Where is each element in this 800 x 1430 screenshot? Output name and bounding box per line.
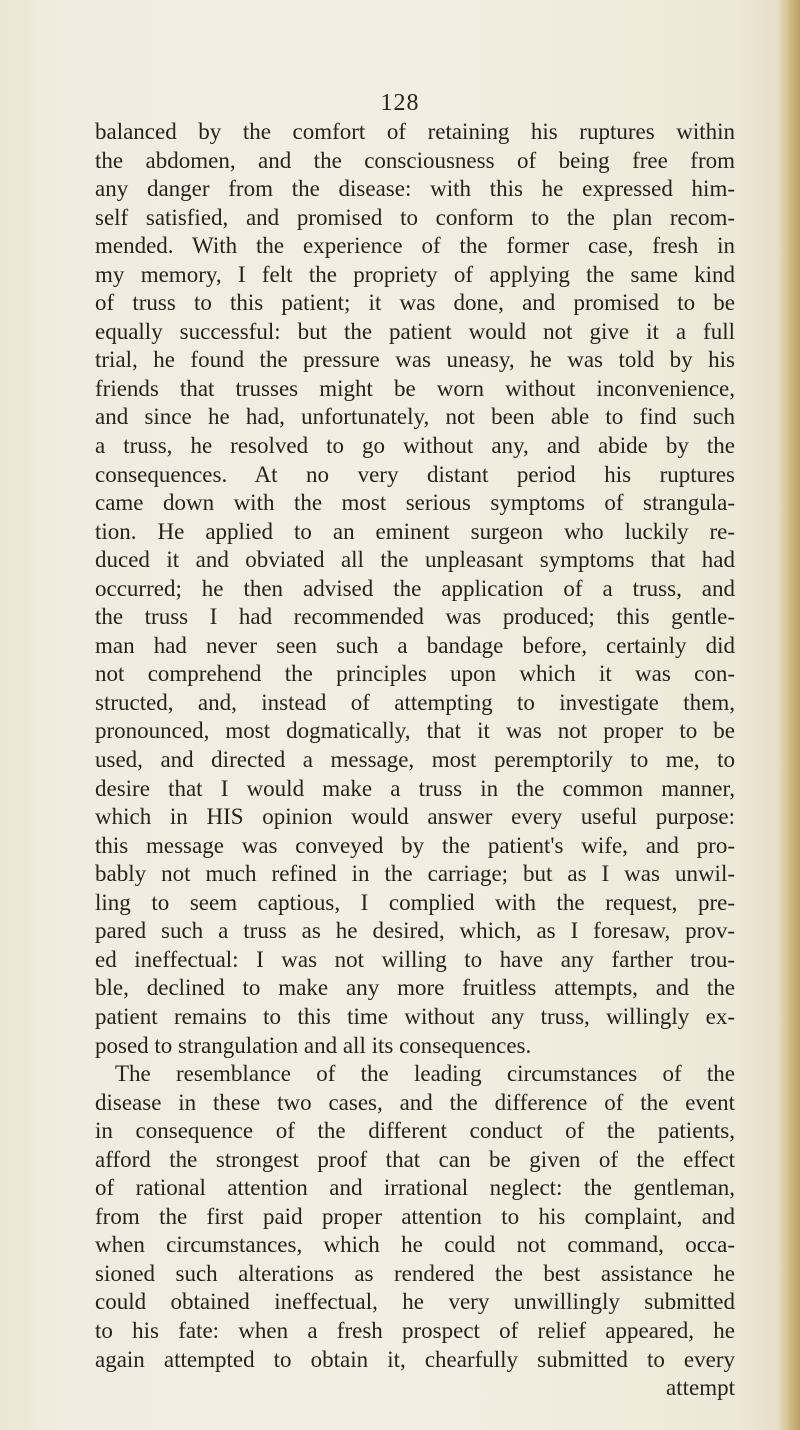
text-line: my memory, I felt the propriety of applying the same kind	[95, 261, 735, 287]
text-line: patient remains to this time without any truss, willingly ex-	[95, 1003, 735, 1029]
text-line: self satisfied, and promised to conform to the plan recom-	[95, 204, 735, 230]
text-line: could obtained ineffectual, he very unwillingly submitted	[95, 1289, 735, 1315]
text-line: ble, declined to make any more fruitless attempts, and the	[95, 975, 735, 1001]
text-line: the truss I had recommended was produced; this gentle-	[95, 604, 735, 630]
text-line: to his fate: when a fresh prospect of relief appeared, he	[95, 1317, 735, 1343]
text-line: of truss to this patient; it was done, and promised to be	[95, 290, 735, 316]
text-line: occurred; he then advised the application of a truss, and	[95, 575, 735, 601]
text-line: the abdomen, and the consciousness of being free from	[95, 147, 735, 173]
text-line: when circumstances, which he could not command, occa-	[95, 1232, 735, 1258]
text-line: from the first paid proper attention to his complaint, and	[95, 1203, 735, 1229]
text-line: pared such a truss as he desired, which, as I foresaw, prov-	[95, 918, 735, 944]
text-line: bably not much refined in the carriage; but as I was unwil-	[95, 861, 735, 887]
page-number: 128	[380, 90, 420, 116]
page-edge-shadow	[778, 0, 800, 1430]
text-line: ed ineffectual: I was not willing to have any farther trou-	[95, 946, 735, 972]
text-line: friends that trusses might be worn without inconvenience,	[95, 375, 735, 401]
text-line: sioned such alterations as rendered the best assistance he	[95, 1260, 735, 1286]
text-line: duced it and obviated all the unpleasant symptoms that had	[95, 547, 735, 573]
catchword: attempt	[666, 1375, 735, 1401]
text-line: not comprehend the principles upon which it was con-	[95, 661, 735, 687]
text-line: trial, he found the pressure was uneasy, he was told by his	[95, 347, 735, 373]
text-line: came down with the most serious symptoms of strangula-	[95, 490, 735, 516]
text-line: posed to strangulation and all its consequences.	[95, 1032, 532, 1058]
text-line: The resemblance of the leading circumstances of the	[115, 1061, 735, 1087]
text-line: again attempted to obtain it, chearfully submitted to every	[95, 1346, 735, 1372]
text-line: mended. With the experience of the former case, fresh in	[95, 233, 735, 259]
text-line: which in HIS opinion would answer every useful purpose:	[95, 804, 735, 830]
text-line: pronounced, most dogmatically, that it was not proper to be	[95, 718, 735, 744]
text-line: in consequence of the different conduct of the patients,	[95, 1118, 735, 1144]
text-line: consequences. At no very distant period his ruptures	[95, 461, 735, 487]
text-line: any danger from the disease: with this he expressed him-	[95, 176, 735, 202]
text-line: balanced by the comfort of retaining his ruptures within	[95, 119, 735, 144]
text-line: a truss, he resolved to go without any, and abide by the	[95, 433, 735, 459]
text-line: and since he had, unfortunately, not been able to find such	[95, 404, 735, 430]
body-text	[95, 118, 735, 1403]
text-line: man had never seen such a bandage before, certainly did	[95, 632, 735, 658]
text-line: used, and directed a message, most peremptorily to me, to	[95, 747, 735, 773]
text-line: of rational attention and irrational neglect: the gentleman,	[95, 1175, 735, 1201]
text-line: disease in these two cases, and the difference of the event	[95, 1089, 735, 1115]
text-line: afford the strongest proof that can be given of the effect	[95, 1146, 735, 1172]
text-line: ling to seem captious, I complied with the request, pre-	[95, 889, 735, 915]
text-line: this message was conveyed by the patient's wife, and pro-	[95, 832, 735, 858]
text-line: tion. He applied to an eminent surgeon who luckily re-	[95, 518, 735, 544]
text-line: equally successful: but the patient would not give it a full	[95, 318, 735, 344]
text-line: desire that I would make a truss in the common manner,	[95, 775, 735, 801]
text-line: structed, and, instead of attempting to investigate them,	[95, 689, 735, 715]
